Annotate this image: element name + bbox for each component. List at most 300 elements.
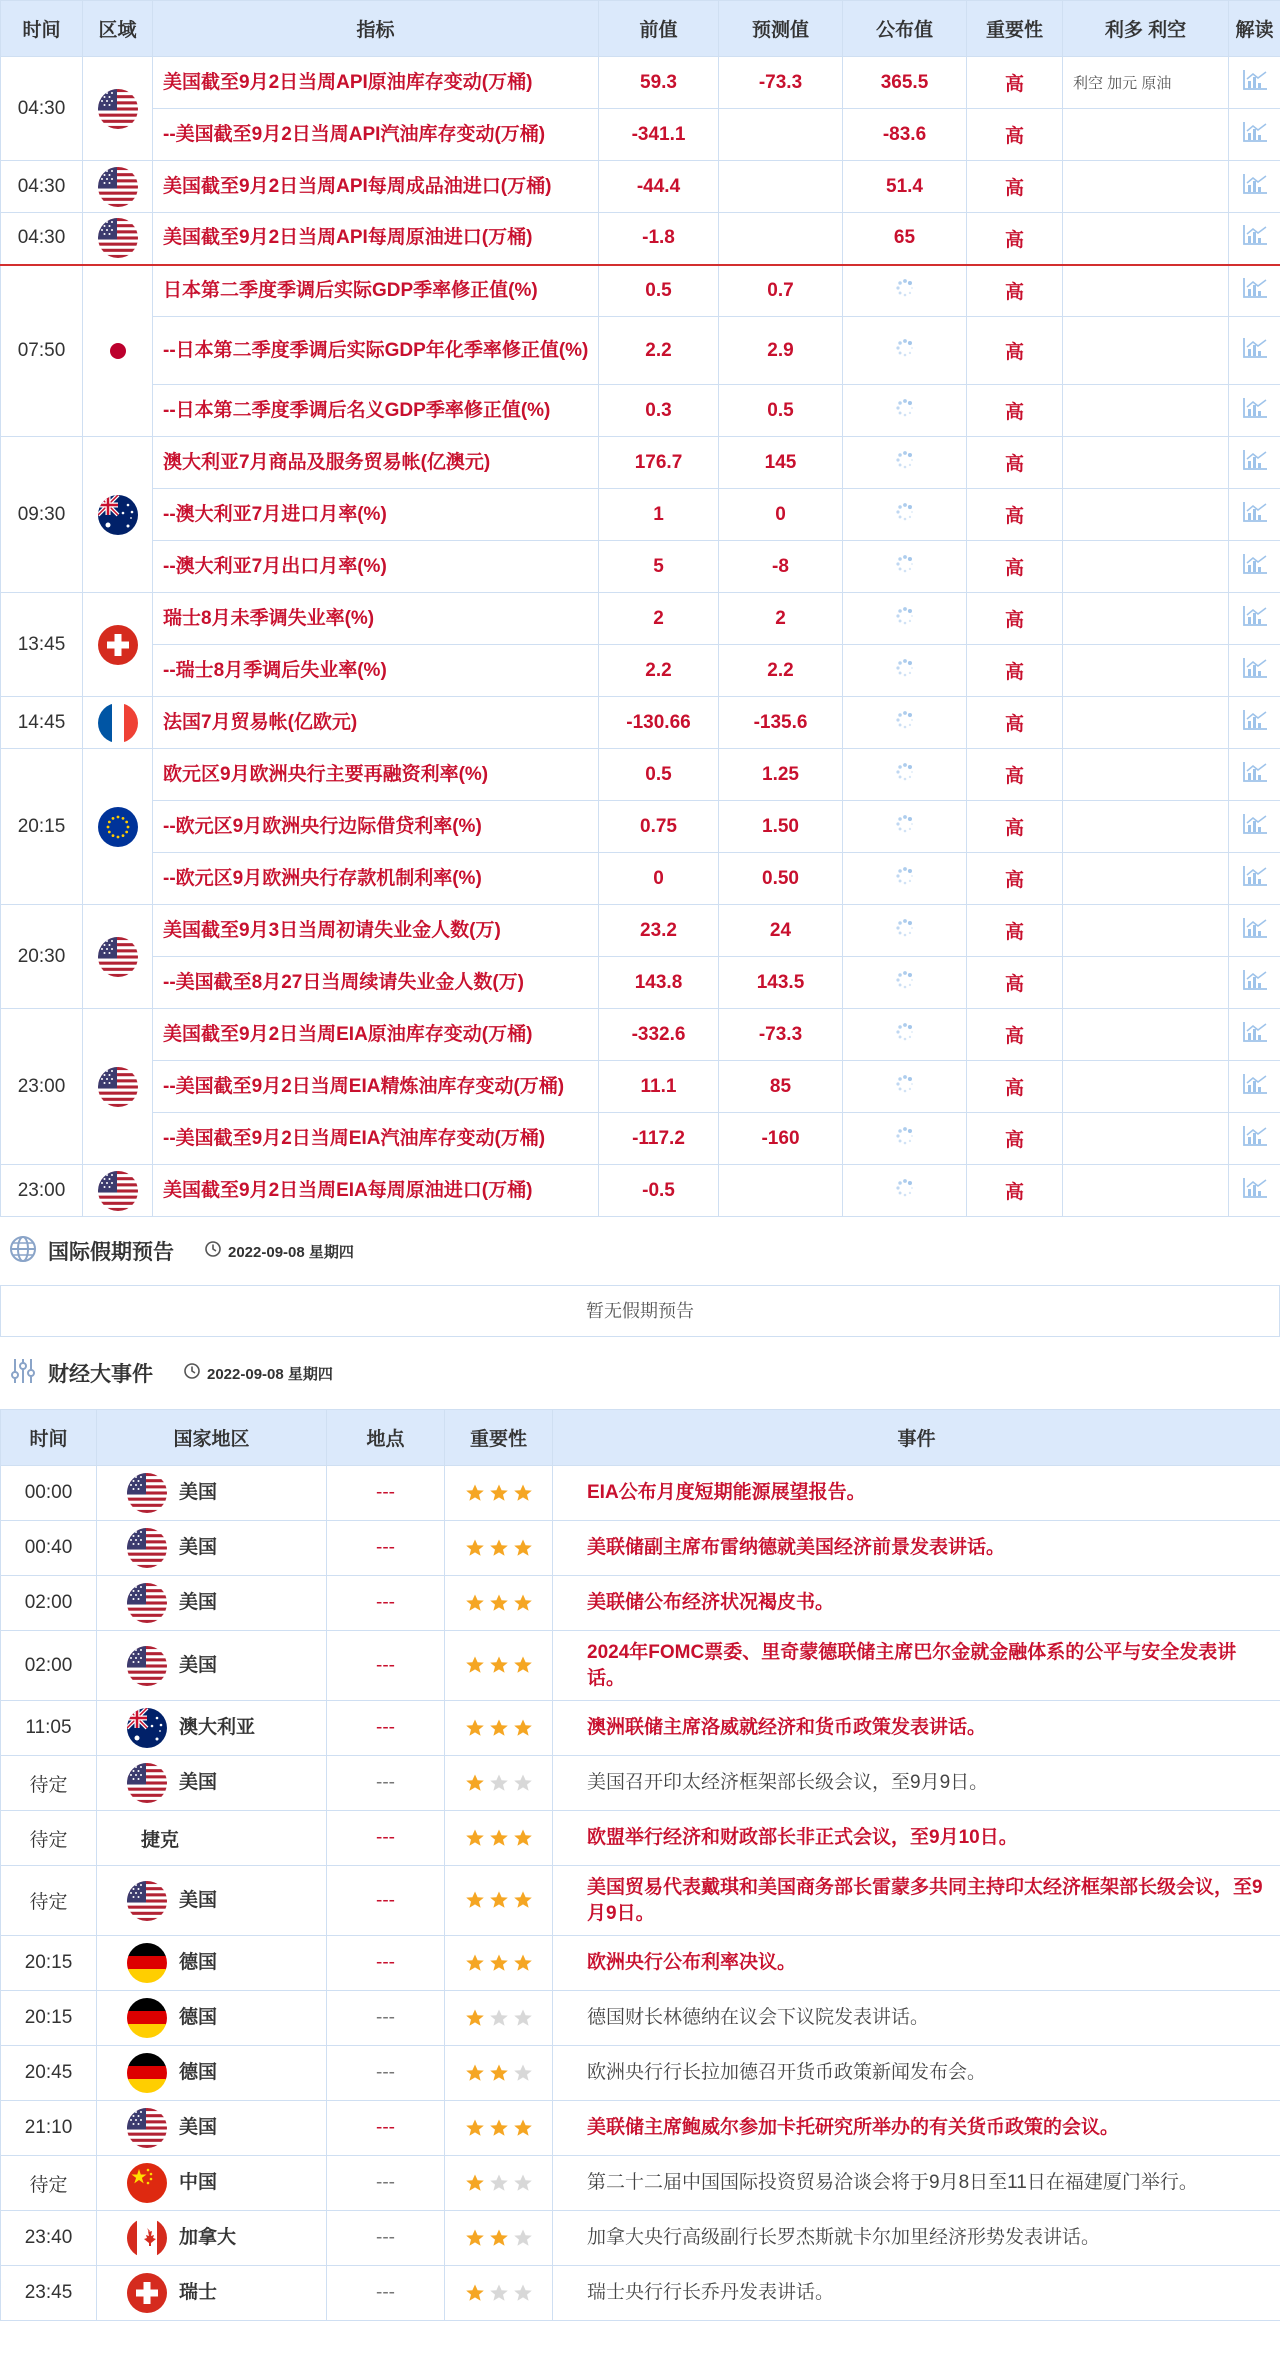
star-icon	[465, 1828, 485, 1848]
analysis-chart-button[interactable]	[1229, 1165, 1280, 1217]
calendar-row	[1, 265, 1280, 317]
country-name: 捷克	[141, 1829, 180, 1851]
calendar-row	[1, 213, 1280, 265]
bull-bear-impact	[1063, 1061, 1229, 1113]
release-time: 04:30	[1, 213, 83, 265]
analysis-chart-button[interactable]	[1229, 697, 1280, 749]
event-description[interactable]: 瑞士央行行长乔丹发表讲话。	[553, 2266, 1280, 2321]
bar-chart-icon[interactable]	[1242, 224, 1268, 246]
event-description[interactable]: 美联储公布经济状况褐皮书。	[553, 1576, 1280, 1631]
star-icon	[513, 1953, 533, 1973]
analysis-chart-button[interactable]	[1229, 1009, 1280, 1061]
analysis-chart-button[interactable]	[1229, 905, 1280, 957]
event-location: ---	[327, 2046, 445, 2101]
event-country	[97, 1576, 327, 1631]
previous-value: 23.2	[599, 905, 719, 957]
forecast-value: 0.7	[719, 265, 843, 317]
event-country	[97, 1466, 327, 1521]
indicator-name[interactable]: 瑞士8月未季调失业率(%)	[153, 593, 599, 645]
loading-icon	[895, 502, 915, 522]
analysis-chart-button[interactable]	[1229, 593, 1280, 645]
analysis-chart-button[interactable]	[1229, 437, 1280, 489]
event-description[interactable]: 德国财长林德纳在议会下议院发表讲话。	[553, 1991, 1280, 2046]
importance-stars	[445, 1631, 553, 1701]
us-flag-icon	[127, 1528, 167, 1568]
actual-value-pending	[843, 593, 967, 645]
importance-stars	[445, 1576, 553, 1631]
calendar-row	[1, 1009, 1280, 1061]
bar-chart-icon[interactable]	[1242, 605, 1268, 627]
release-time: 09:30	[1, 437, 83, 593]
event-time: 21:10	[1, 2101, 97, 2156]
calendar-row	[1, 109, 1280, 161]
star-icon	[465, 1538, 485, 1558]
star-icon	[489, 1953, 509, 1973]
importance-level: 高	[967, 593, 1063, 645]
event-country	[97, 2046, 327, 2101]
indicator-name[interactable]: 美国截至9月3日当周初请失业金人数(万)	[153, 905, 599, 957]
event-description[interactable]: 加拿大央行高级副行长罗杰斯就卡尔加里经济形势发表讲话。	[553, 2211, 1280, 2266]
forecast-value: 145	[719, 437, 843, 489]
country-name: 美国	[179, 1654, 218, 1676]
previous-value: 0.3	[599, 385, 719, 437]
loading-icon	[895, 606, 915, 626]
calendar-header-col: 利多 利空	[1063, 1, 1229, 57]
indicator-name[interactable]: 法国7月贸易帐(亿欧元)	[153, 697, 599, 749]
bar-chart-icon[interactable]	[1242, 277, 1268, 299]
bull-bear-impact	[1063, 1009, 1229, 1061]
bar-chart-icon[interactable]	[1242, 813, 1268, 835]
event-row	[1, 2156, 1280, 2211]
event-time: 02:00	[1, 1631, 97, 1701]
analysis-chart-button[interactable]	[1229, 317, 1280, 385]
indicator-name[interactable]: --美国截至9月2日当周API汽油库存变动(万桶)	[153, 109, 599, 161]
indicator-name[interactable]: --瑞士8月季调后失业率(%)	[153, 645, 599, 697]
star-icon	[513, 1890, 533, 1910]
previous-value: -1.8	[599, 213, 719, 265]
loading-icon	[895, 762, 915, 782]
indicator-name[interactable]: 日本第二季度季调后实际GDP季率修正值(%)	[153, 265, 599, 317]
importance-stars	[445, 2266, 553, 2321]
previous-value: 2.2	[599, 317, 719, 385]
calendar-header-col: 解读	[1229, 1, 1280, 57]
bar-chart-icon[interactable]	[1242, 449, 1268, 471]
bull-bear-impact	[1063, 593, 1229, 645]
indicator-name[interactable]: --欧元区9月欧洲央行边际借贷利率(%)	[153, 801, 599, 853]
bull-bear-impact	[1063, 749, 1229, 801]
australia-flag-icon	[127, 1708, 167, 1748]
event-location: ---	[327, 1866, 445, 1936]
australia-flag-icon	[98, 495, 138, 535]
event-time: 待定	[1, 2156, 97, 2211]
release-time: 20:30	[1, 905, 83, 1009]
event-location: ---	[327, 1701, 445, 1756]
event-description[interactable]: 欧洲央行行长拉加德召开货币政策新闻发布会。	[553, 2046, 1280, 2101]
bull-bear-impact	[1063, 541, 1229, 593]
holiday-date: 2022-09-08 星期四	[228, 1243, 354, 1261]
star-icon	[489, 1483, 509, 1503]
bar-chart-icon[interactable]	[1242, 917, 1268, 939]
eu-flag-icon	[98, 807, 138, 847]
event-location: ---	[327, 1576, 445, 1631]
calendar-row	[1, 957, 1280, 1009]
bar-chart-icon[interactable]	[1242, 69, 1268, 91]
bar-chart-icon[interactable]	[1242, 1125, 1268, 1147]
bull-bear-impact	[1063, 161, 1229, 213]
region-flag	[83, 213, 153, 265]
event-description[interactable]: 美联储副主席布雷纳德就美国经济前景发表讲话。	[553, 1521, 1280, 1576]
forecast-value: 2	[719, 593, 843, 645]
importance-stars	[445, 1466, 553, 1521]
calendar-row	[1, 645, 1280, 697]
event-description[interactable]: 欧盟举行经济和财政部长非正式会议，至9月10日。	[553, 1811, 1280, 1866]
forecast-value: 0	[719, 489, 843, 541]
germany-flag-icon	[127, 1943, 167, 1983]
event-country	[97, 1866, 327, 1936]
star-icon	[489, 1718, 509, 1738]
event-row	[1, 1991, 1280, 2046]
star-icon	[489, 2063, 509, 2083]
switzerland-flag-icon	[127, 2273, 167, 2313]
forecast-value: -8	[719, 541, 843, 593]
calendar-row	[1, 593, 1280, 645]
region-flag	[83, 1009, 153, 1165]
importance-level: 高	[967, 1061, 1063, 1113]
star-icon	[489, 1890, 509, 1910]
loading-icon	[895, 278, 915, 298]
indicator-name[interactable]: 美国截至9月2日当周EIA原油库存变动(万桶)	[153, 1009, 599, 1061]
event-location: ---	[327, 1936, 445, 1991]
indicator-name[interactable]: 美国截至9月2日当周API原油库存变动(万桶)	[153, 57, 599, 109]
calendar-header-col: 重要性	[967, 1, 1063, 57]
events-header-col: 国家地区	[97, 1410, 327, 1466]
event-row	[1, 1701, 1280, 1756]
star-icon	[465, 1483, 485, 1503]
analysis-chart-button[interactable]	[1229, 1061, 1280, 1113]
importance-level: 高	[967, 265, 1063, 317]
importance-level: 高	[967, 385, 1063, 437]
actual-value-pending	[843, 385, 967, 437]
previous-value: 1	[599, 489, 719, 541]
actual-value-pending	[843, 437, 967, 489]
indicator-name[interactable]: 美国截至9月2日当周API每周原油进口(万桶)	[153, 213, 599, 265]
analysis-chart-button[interactable]	[1229, 749, 1280, 801]
analysis-chart-button[interactable]	[1229, 1113, 1280, 1165]
us-flag-icon	[127, 2108, 167, 2148]
bar-chart-icon[interactable]	[1242, 969, 1268, 991]
actual-value-pending	[843, 1009, 967, 1061]
country-name: 美国	[179, 1482, 218, 1504]
analysis-chart-button[interactable]	[1229, 957, 1280, 1009]
importance-level: 高	[967, 489, 1063, 541]
previous-value: 11.1	[599, 1061, 719, 1113]
star-icon	[465, 2283, 485, 2303]
release-time: 07:50	[1, 265, 83, 437]
us-flag-icon	[98, 167, 138, 207]
event-location: ---	[327, 2266, 445, 2321]
actual-value-pending	[843, 317, 967, 385]
indicator-name[interactable]: --澳大利亚7月进口月率(%)	[153, 489, 599, 541]
indicator-name[interactable]: --美国截至9月2日当周EIA汽油库存变动(万桶)	[153, 1113, 599, 1165]
indicator-name[interactable]: 美国截至9月2日当周EIA每周原油进口(万桶)	[153, 1165, 599, 1217]
bar-chart-icon[interactable]	[1242, 657, 1268, 679]
importance-level: 高	[967, 109, 1063, 161]
us-flag-icon	[127, 1881, 167, 1921]
bar-chart-icon[interactable]	[1242, 337, 1268, 359]
switzerland-flag-icon	[98, 625, 138, 665]
event-country	[97, 1936, 327, 1991]
us-flag-icon	[98, 937, 138, 977]
event-country	[97, 1701, 327, 1756]
previous-value: 2.2	[599, 645, 719, 697]
forecast-value: 24	[719, 905, 843, 957]
country-name: 中国	[179, 2172, 218, 2194]
indicator-name[interactable]: --澳大利亚7月出口月率(%)	[153, 541, 599, 593]
calendar-row	[1, 749, 1280, 801]
event-description[interactable]: 2024年FOMC票委、里奇蒙德联储主席巴尔金就金融体系的公平与安全发表讲话。	[553, 1631, 1280, 1701]
bull-bear-impact	[1063, 1165, 1229, 1217]
star-icon	[465, 1773, 485, 1793]
events-section-header	[0, 1337, 1280, 1409]
indicator-name[interactable]: --美国截至9月2日当周EIA精炼油库存变动(万桶)	[153, 1061, 599, 1113]
country-name: 德国	[179, 2062, 218, 2084]
star-icon	[489, 1655, 509, 1675]
importance-level: 高	[967, 1165, 1063, 1217]
event-location: ---	[327, 1521, 445, 1576]
loading-icon	[895, 814, 915, 834]
actual-value-pending	[843, 853, 967, 905]
calendar-row	[1, 905, 1280, 957]
forecast-value: -73.3	[719, 1009, 843, 1061]
country-name: 美国	[179, 1772, 218, 1794]
previous-value: -332.6	[599, 1009, 719, 1061]
event-country	[97, 1991, 327, 2046]
star-icon	[489, 1773, 509, 1793]
actual-value-pending	[843, 541, 967, 593]
bar-chart-icon[interactable]	[1242, 121, 1268, 143]
analysis-chart-button[interactable]	[1229, 109, 1280, 161]
event-row	[1, 1756, 1280, 1811]
analysis-chart-button[interactable]	[1229, 57, 1280, 109]
event-location: ---	[327, 1631, 445, 1701]
event-time: 11:05	[1, 1701, 97, 1756]
actual-value-pending	[843, 1165, 967, 1217]
france-flag-icon	[98, 703, 138, 743]
bull-bear-impact	[1063, 437, 1229, 489]
event-description[interactable]: 欧洲央行公布利率决议。	[553, 1936, 1280, 1991]
star-icon	[513, 1655, 533, 1675]
event-country	[97, 2156, 327, 2211]
star-icon	[489, 1538, 509, 1558]
forecast-value	[719, 1165, 843, 1217]
loading-icon	[895, 866, 915, 886]
bar-chart-icon[interactable]	[1242, 1021, 1268, 1043]
analysis-chart-button[interactable]	[1229, 489, 1280, 541]
analysis-chart-button[interactable]	[1229, 541, 1280, 593]
events-header-col: 重要性	[445, 1410, 553, 1466]
previous-value: 0.75	[599, 801, 719, 853]
events-header-col: 事件	[553, 1410, 1280, 1466]
events-title: 财经大事件	[48, 1363, 153, 1386]
calendar-row	[1, 541, 1280, 593]
importance-level: 高	[967, 213, 1063, 265]
analysis-chart-button[interactable]	[1229, 161, 1280, 213]
event-row	[1, 1631, 1280, 1701]
star-icon	[465, 2173, 485, 2193]
indicator-name[interactable]: 欧元区9月欧洲央行主要再融资利率(%)	[153, 749, 599, 801]
forecast-value: 0.5	[719, 385, 843, 437]
actual-value: 365.5	[843, 57, 967, 109]
forecast-value: 1.25	[719, 749, 843, 801]
indicator-name[interactable]: --日本第二季度季调后实际GDP年化季率修正值(%)	[153, 317, 599, 385]
calendar-row	[1, 317, 1280, 385]
bull-bear-impact	[1063, 957, 1229, 1009]
actual-value-pending	[843, 489, 967, 541]
analysis-chart-button[interactable]	[1229, 213, 1280, 265]
forecast-value: 143.5	[719, 957, 843, 1009]
event-description[interactable]: 美联储主席鲍威尔参加卡托研究所举办的有关货币政策的会议。	[553, 2101, 1280, 2156]
previous-value: 0.5	[599, 749, 719, 801]
event-time: 23:40	[1, 2211, 97, 2266]
event-description[interactable]: 澳洲联储主席洛威就经济和货币政策发表讲话。	[553, 1701, 1280, 1756]
china-flag-icon	[127, 2163, 167, 2203]
bull-bear-impact	[1063, 801, 1229, 853]
event-location: ---	[327, 1991, 445, 2046]
calendar-header-col: 指标	[153, 1, 599, 57]
country-name: 加拿大	[179, 2227, 237, 2249]
importance-stars	[445, 1991, 553, 2046]
bull-bear-impact	[1063, 317, 1229, 385]
indicator-name[interactable]: --日本第二季度季调后名义GDP季率修正值(%)	[153, 385, 599, 437]
loading-icon	[895, 710, 915, 730]
importance-level: 高	[967, 801, 1063, 853]
bar-chart-icon[interactable]	[1242, 865, 1268, 887]
star-icon	[513, 2063, 533, 2083]
bar-chart-icon[interactable]	[1242, 553, 1268, 575]
event-time: 02:00	[1, 1576, 97, 1631]
calendar-row	[1, 697, 1280, 749]
event-row	[1, 1811, 1280, 1866]
loading-icon	[895, 398, 915, 418]
us-flag-icon	[127, 1583, 167, 1623]
bar-chart-icon[interactable]	[1242, 173, 1268, 195]
event-description[interactable]: 第二十二届中国国际投资贸易洽谈会将于9月8日至11日在福建厦门举行。	[553, 2156, 1280, 2211]
release-time: 23:00	[1, 1009, 83, 1165]
bar-chart-icon[interactable]	[1242, 397, 1268, 419]
us-flag-icon	[98, 218, 138, 258]
indicator-name[interactable]: --欧元区9月欧洲央行存款机制利率(%)	[153, 853, 599, 905]
bull-bear-impact	[1063, 905, 1229, 957]
importance-level: 高	[967, 905, 1063, 957]
event-location: ---	[327, 1811, 445, 1866]
forecast-value: 2.2	[719, 645, 843, 697]
importance-level: 高	[967, 645, 1063, 697]
calendar-header-col: 公布值	[843, 1, 967, 57]
star-icon	[489, 2118, 509, 2138]
loading-icon	[895, 1126, 915, 1146]
analysis-chart-button[interactable]	[1229, 853, 1280, 905]
event-row	[1, 1576, 1280, 1631]
actual-value-pending	[843, 697, 967, 749]
loading-icon	[895, 450, 915, 470]
importance-stars	[445, 1756, 553, 1811]
germany-flag-icon	[127, 1998, 167, 2038]
analysis-chart-button[interactable]	[1229, 385, 1280, 437]
previous-value: 143.8	[599, 957, 719, 1009]
previous-value: 5	[599, 541, 719, 593]
country-name: 德国	[179, 1952, 218, 1974]
star-icon	[513, 1538, 533, 1558]
star-icon	[513, 2173, 533, 2193]
star-icon	[513, 1718, 533, 1738]
bull-bear-impact	[1063, 385, 1229, 437]
bar-chart-icon[interactable]	[1242, 761, 1268, 783]
star-icon	[513, 1593, 533, 1613]
previous-value: -44.4	[599, 161, 719, 213]
event-row	[1, 1936, 1280, 1991]
indicator-name[interactable]: 澳大利亚7月商品及服务贸易帐(亿澳元)	[153, 437, 599, 489]
country-name: 澳大利亚	[179, 1717, 256, 1739]
event-row	[1, 1866, 1280, 1936]
bull-bear-impact: 利空 加元 原油	[1063, 57, 1229, 109]
importance-level: 高	[967, 317, 1063, 385]
star-icon	[513, 1483, 533, 1503]
events-header-col: 地点	[327, 1410, 445, 1466]
event-description[interactable]: 美国贸易代表戴琪和美国商务部长雷蒙多共同主持印太经济框架部长级会议，至9月9日。	[553, 1866, 1280, 1936]
previous-value: 59.3	[599, 57, 719, 109]
event-row	[1, 2266, 1280, 2321]
star-icon	[465, 1655, 485, 1675]
importance-level: 高	[967, 161, 1063, 213]
event-location: ---	[327, 1466, 445, 1521]
japan-flag-icon	[98, 331, 138, 371]
star-icon	[513, 2118, 533, 2138]
event-description[interactable]: 美国召开印太经济框架部长级会议，至9月9日。	[553, 1756, 1280, 1811]
loading-icon	[895, 338, 915, 358]
analysis-chart-button[interactable]	[1229, 801, 1280, 853]
calendar-row	[1, 489, 1280, 541]
star-icon	[513, 1828, 533, 1848]
bar-chart-icon[interactable]	[1242, 1073, 1268, 1095]
star-icon	[513, 2008, 533, 2028]
bar-chart-icon[interactable]	[1242, 501, 1268, 523]
calendar-row	[1, 853, 1280, 905]
event-time: 20:45	[1, 2046, 97, 2101]
region-flag	[83, 437, 153, 593]
star-icon	[489, 2008, 509, 2028]
analysis-chart-button[interactable]	[1229, 645, 1280, 697]
star-icon	[465, 1718, 485, 1738]
calendar-header-col: 时间	[1, 1, 83, 57]
forecast-value	[719, 109, 843, 161]
forecast-value: -135.6	[719, 697, 843, 749]
bull-bear-impact	[1063, 109, 1229, 161]
event-description[interactable]: EIA公布月度短期能源展望报告。	[553, 1466, 1280, 1521]
event-location: ---	[327, 2156, 445, 2211]
bar-chart-icon[interactable]	[1242, 1177, 1268, 1199]
event-country	[97, 1521, 327, 1576]
indicator-name[interactable]: 美国截至9月2日当周API每周成品油进口(万桶)	[153, 161, 599, 213]
region-flag	[83, 749, 153, 905]
country-name: 美国	[179, 2117, 218, 2139]
indicator-name[interactable]: --美国截至8月27日当周续请失业金人数(万)	[153, 957, 599, 1009]
bull-bear-impact	[1063, 265, 1229, 317]
globe-icon	[8, 1234, 38, 1269]
bar-chart-icon[interactable]	[1242, 709, 1268, 731]
previous-value: -130.66	[599, 697, 719, 749]
region-flag	[83, 697, 153, 749]
analysis-chart-button[interactable]	[1229, 265, 1280, 317]
